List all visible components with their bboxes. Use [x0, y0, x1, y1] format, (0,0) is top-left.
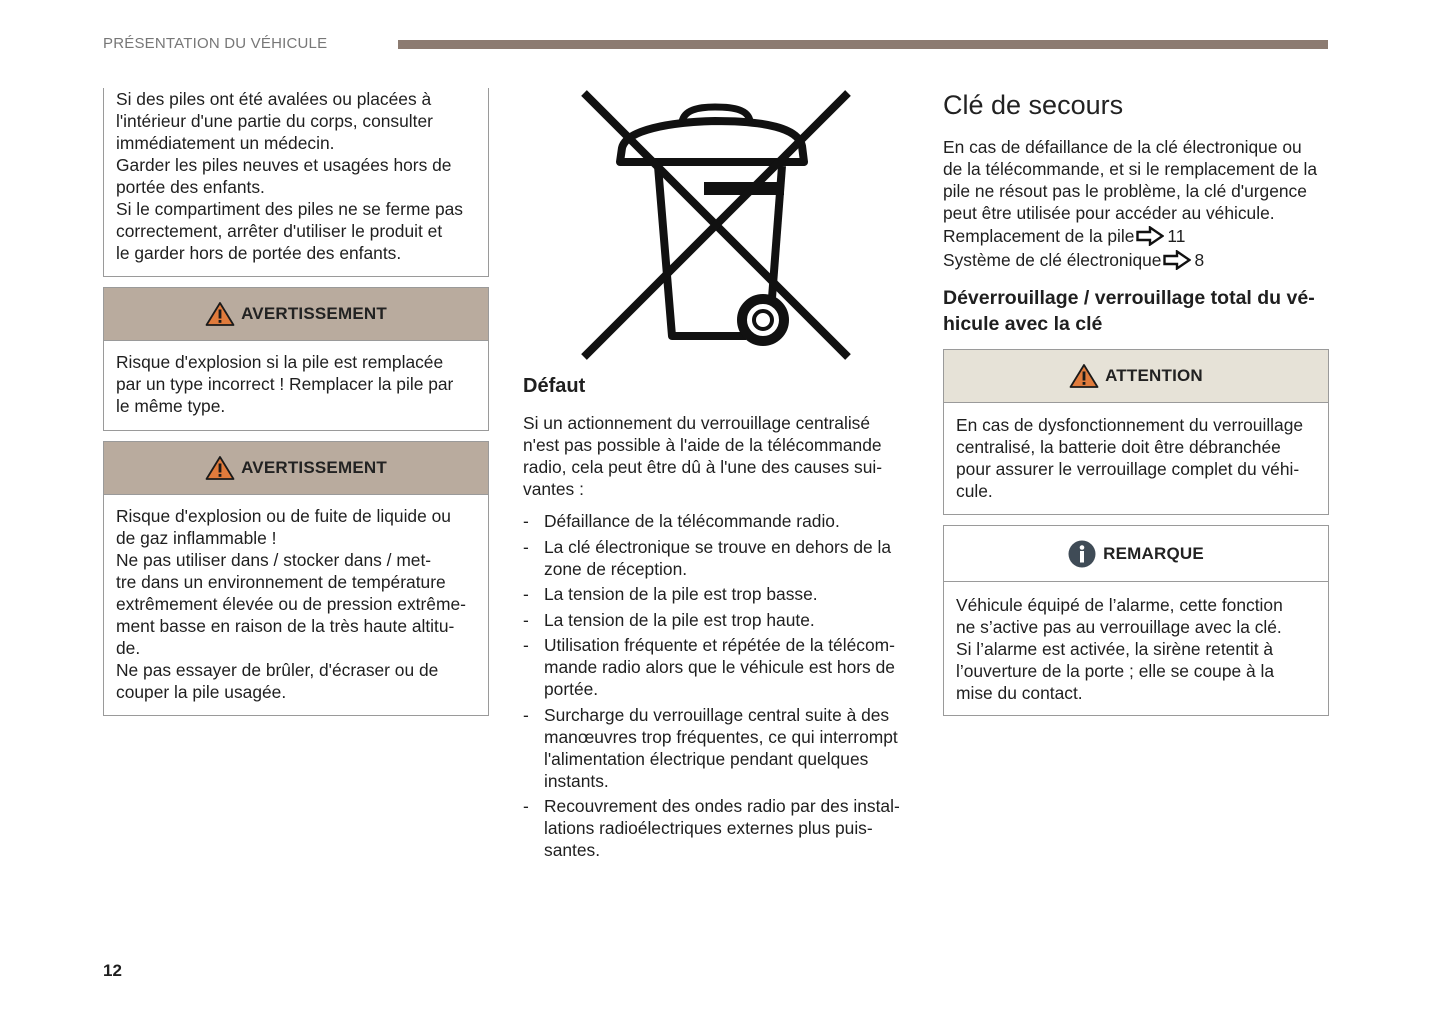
box-body [104, 341, 488, 417]
reference-page: 11 [1167, 225, 1186, 246]
text-line: Si le compartiment des piles ne se ferme pas [116, 199, 464, 219]
continued-safety-box [103, 88, 489, 277]
subheading [943, 285, 1315, 337]
text-line: n'est pas possible à l'aide de la télécommande [523, 435, 882, 455]
list-marker: - [523, 609, 529, 630]
text-line: lations radioélectriques externes plus puis- [544, 818, 873, 838]
attention-box [943, 349, 1329, 515]
text-line: Recouvrement des ondes radio par des instal- [544, 796, 900, 816]
text-line: ne s’active pas au verrouillage avec la clé. [956, 617, 1282, 637]
page-number: 12 [103, 961, 122, 980]
text-line: Si un actionnement du verrouillage centralisé [523, 413, 871, 433]
text-line: mande radio alors que le véhicule est hors de [544, 657, 895, 677]
list-item [523, 795, 915, 861]
text-line: Risque d'explosion si la pile est remplacée [116, 352, 444, 372]
text-line: pile ne résout pas le problème, la clé d'urgence [943, 181, 1307, 201]
note-header [944, 526, 1328, 582]
text-line: Si des piles ont été avalées ou placées à [116, 89, 432, 109]
warning-triangle-icon [1069, 363, 1099, 389]
subheading-line: Déverrouillage / verrouillage total du vé- [943, 287, 1315, 309]
page-reference [943, 248, 1204, 272]
subheading-line: hicule avec la clé [943, 313, 1103, 335]
text-line: par un type incorrect ! Remplacer la pile par [116, 374, 454, 394]
header-rule [398, 40, 1328, 49]
text-line: En cas de défaillance de la clé électronique ou [943, 137, 1302, 157]
list-item [523, 510, 915, 532]
arrow-right-outline-icon [1163, 250, 1191, 270]
text-line: de la télécommande, et si le remplacement de la [943, 159, 1318, 179]
text-line: Si l’alarme est activée, la sirène retentit à [956, 639, 1274, 659]
warning-triangle-icon [205, 301, 235, 327]
text-line: l'alimentation électrique pendant quelques [544, 748, 869, 769]
section-title: PRÉSENTATION DU VÉHICULE [103, 35, 328, 52]
list-item [523, 609, 915, 631]
text-line: pour assurer le verrouillage complet du véhi- [956, 459, 1300, 479]
crossed-out-wheelie-bin-icon [580, 90, 852, 360]
section-heading-defaut: Défaut [523, 375, 586, 397]
intro-paragraph [943, 136, 1317, 224]
text-line: l'intérieur d'une partie du corps, consulter [116, 111, 433, 131]
box-body [104, 88, 488, 264]
attention-header [944, 350, 1328, 403]
text-line: Surcharge du verrouillage central suite à des [544, 704, 890, 725]
text-line: cule. [956, 481, 993, 501]
text-line: peut être utilisée pour accéder au véhicule. [943, 203, 1275, 223]
list-marker: - [523, 704, 529, 725]
text-line: de. [116, 638, 141, 658]
list-marker: - [523, 635, 529, 655]
text-line: zone de réception. [544, 558, 688, 579]
arrow-right-outline-icon [1136, 226, 1164, 246]
text-line: La tension de la pile est trop haute. [544, 609, 815, 630]
warning-triangle-icon [205, 455, 235, 481]
text-line: centralisé, la batterie doit être débranchée [956, 437, 1281, 457]
text-line: vantes : [523, 479, 584, 499]
reference-label: Système de clé électronique [943, 249, 1162, 270]
warning-header [104, 288, 488, 341]
attention-title: ATTENTION [1105, 366, 1203, 385]
text-line: Utilisation fréquente et répétée de la télécom- [544, 635, 895, 655]
warning-box [103, 287, 489, 431]
text-line: Véhicule équipé de l’alarme, cette fonction [956, 595, 1283, 615]
page-reference [943, 224, 1185, 248]
note-box [943, 525, 1329, 716]
text-line: correctement, arrêter d'utiliser le produit et [116, 221, 443, 241]
note-title: REMARQUE [1103, 543, 1204, 563]
box-body [104, 495, 488, 703]
text-line: ment basse en raison de la très haute altitu- [116, 616, 455, 636]
warning-header [104, 442, 488, 495]
text-line: de gaz inflammable ! [116, 528, 277, 548]
text-line: manœuvres trop fréquentes, ce qui interrompt [544, 726, 898, 747]
list-marker: - [523, 536, 529, 557]
list-item [523, 634, 915, 700]
box-body [944, 403, 1328, 502]
text-line: Ne pas essayer de brûler, d'écraser ou de [116, 660, 439, 680]
list-item [523, 536, 915, 580]
text-line: couper la pile usagée. [116, 682, 287, 702]
intro-paragraph [523, 412, 882, 500]
warning-title: AVERTISSEMENT [241, 304, 387, 323]
text-line: le garder hors de portée des enfants. [116, 243, 402, 263]
text-line: Risque d'explosion ou de fuite de liquide ou [116, 506, 451, 526]
reference-page: 8 [1194, 249, 1205, 270]
text-line: radio, cela peut être dû à l'une des causes sui- [523, 457, 883, 477]
text-line: immédiatement un médecin. [116, 133, 335, 153]
warning-box [103, 441, 489, 716]
list-item [523, 583, 915, 605]
text-line: l’ouverture de la porte ; elle se coupe à la [956, 661, 1275, 681]
list-marker: - [523, 584, 529, 604]
text-line: La tension de la pile est trop basse. [544, 584, 818, 604]
box-body [944, 582, 1328, 704]
text-line: instants. [544, 770, 609, 791]
causes-list [523, 510, 915, 865]
text-line: portée. [544, 679, 599, 699]
list-marker: - [523, 511, 529, 531]
text-line: santes. [544, 840, 601, 860]
section-title-cle-de-secours: Clé de secours [943, 90, 1124, 120]
text-line: mise du contact. [956, 683, 1083, 703]
list-marker: - [523, 796, 529, 816]
reference-label: Remplacement de la pile [943, 225, 1135, 246]
text-line: Ne pas utiliser dans / stocker dans / met- [116, 550, 432, 570]
list-item [523, 704, 915, 792]
text-line: La clé électronique se trouve en dehors de la [544, 536, 892, 557]
text-line: le même type. [116, 396, 226, 416]
info-icon [1068, 540, 1096, 568]
text-line: Garder les piles neuves et usagées hors de [116, 155, 452, 175]
text-line: En cas de dysfonctionnement du verrouillage [956, 415, 1304, 435]
warning-title: AVERTISSEMENT [241, 458, 387, 477]
text-line: Défaillance de la télécommande radio. [544, 511, 840, 531]
text-line: portée des enfants. [116, 177, 265, 197]
text-line: extrêmement élevée ou de pression extrême- [116, 594, 466, 614]
text-line: tre dans un environnement de température [116, 572, 446, 592]
